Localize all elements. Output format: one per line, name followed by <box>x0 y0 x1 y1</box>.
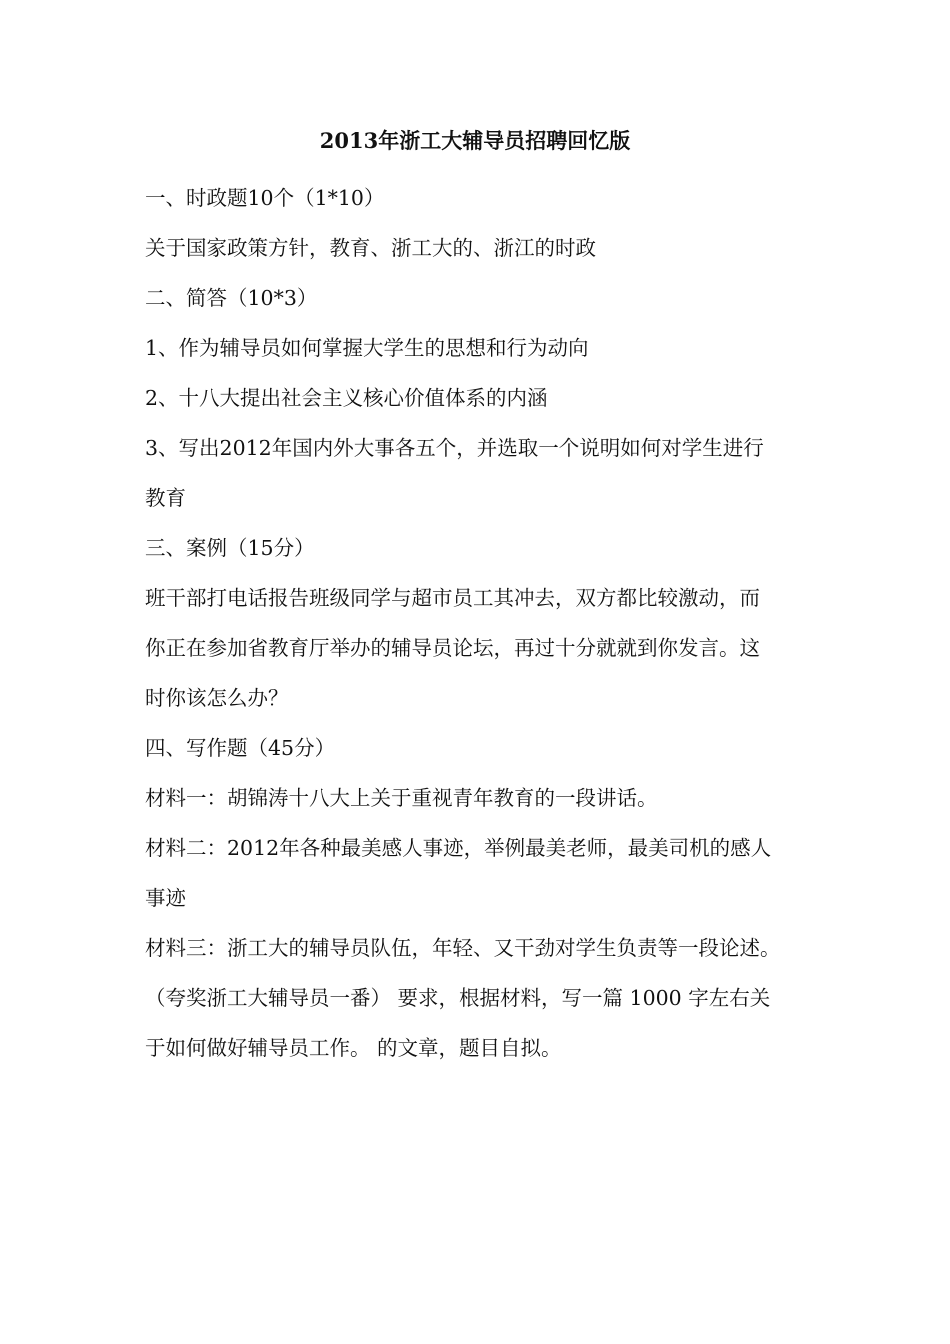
section-heading-case: 三、案例（15分） <box>145 536 315 560</box>
case-paragraph-line: 时你该怎么办？ <box>145 686 289 710</box>
writing-requirement-line: （夸奖浙工大辅导员一番） 要求，根据材料，写一篇 1000 字左右关 <box>145 986 771 1010</box>
document-title: 2013年浙工大辅导员招聘回忆版 <box>319 128 631 153</box>
section-heading-short-answer: 二、简答（10*3） <box>145 286 318 310</box>
material-one: 材料一：胡锦涛十八大上关于重视青年教育的一段讲话。 <box>145 786 658 810</box>
paragraph-current-affairs-desc: 关于国家政策方针，教育、浙工大的、浙江的时政 <box>145 236 596 260</box>
case-paragraph-line: 你正在参加省教育厅举办的辅导员论坛，再过十分就就到你发言。这 <box>145 636 760 660</box>
document-body <box>145 173 810 1073</box>
question-item-3: 3、写出2012年国内外大事各五个，并选取一个说明如何对学生进行 <box>145 436 764 460</box>
material-three: 材料三：浙工大的辅导员队伍，年轻、又干劲对学生负责等一段论述。 <box>145 936 781 960</box>
section-heading-writing: 四、写作题（45分） <box>145 736 336 760</box>
section-heading-current-affairs: 一、时政题10个（1*10） <box>145 186 385 210</box>
question-item-3-continued: 教育 <box>145 486 186 510</box>
question-item-2: 2、十八大提出社会主义核心价值体系的内涵 <box>145 386 548 410</box>
material-two-continued: 事迹 <box>145 886 186 910</box>
case-paragraph-line: 班干部打电话报告班级同学与超市员工其冲去，双方都比较激动，而 <box>145 586 760 610</box>
writing-requirement-line: 于如何做好辅导员工作。 的文章，题目自拟。 <box>145 1036 562 1060</box>
material-two: 材料二：2012年各种最美感人事迹，举例最美老师，最美司机的感人 <box>145 836 772 860</box>
question-item-1: 1、作为辅导员如何掌握大学生的思想和行为动向 <box>145 336 589 360</box>
